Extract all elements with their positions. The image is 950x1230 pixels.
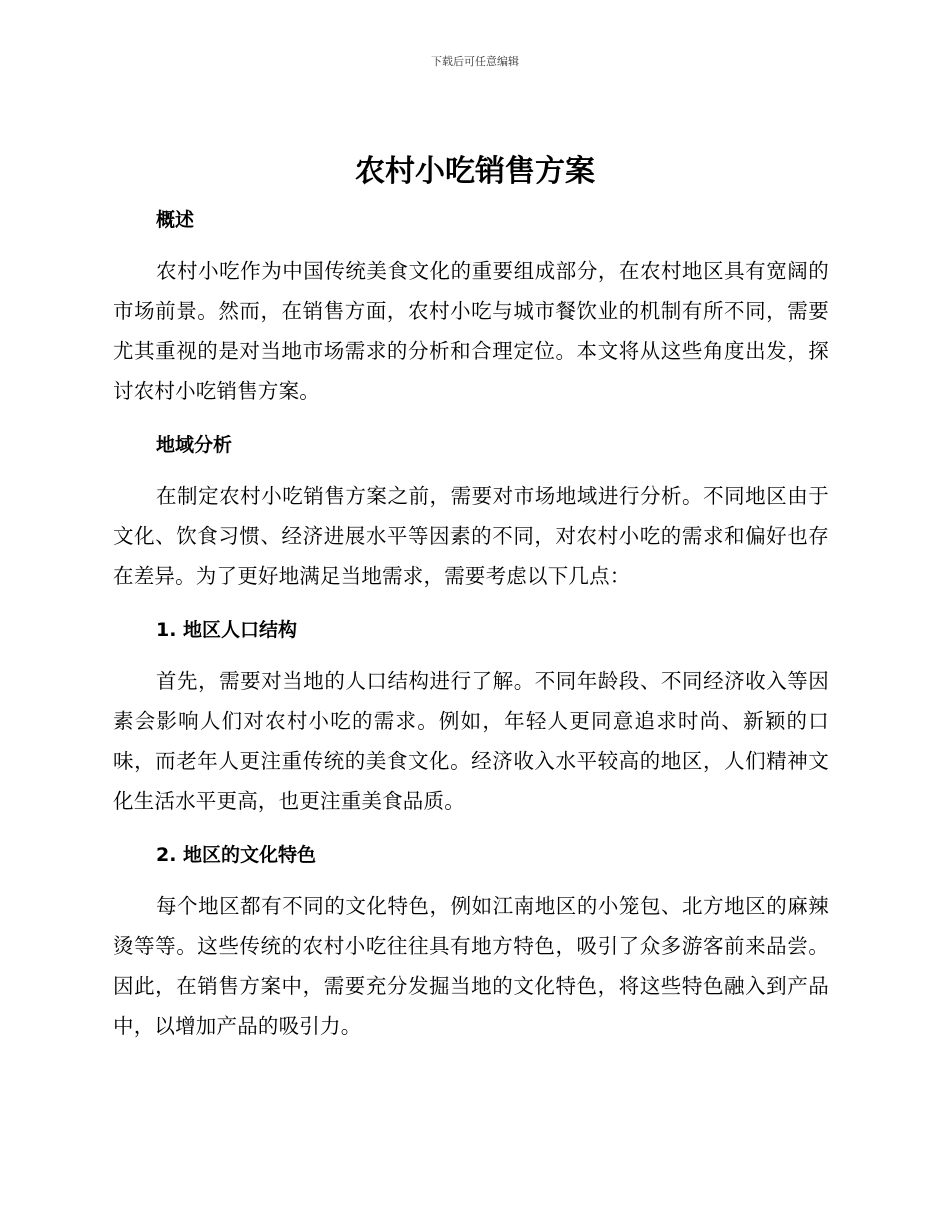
section-heading-population-structure: 1. 地区人口结构 xyxy=(156,619,298,641)
document-body xyxy=(113,200,829,1060)
section-regional-analysis xyxy=(113,425,829,596)
paragraph-overview: 农村小吃作为中国传统美食文化的重要组成部分，在农村地区具有宽阔的市场前景。然而，在销售方面，农村小吃与城市餐饮业的机制有所不同，需要尤其重视的是对当地市场需求的分析和合理定位。本文将从这些角度出发，探讨农村小吃销售方案。 xyxy=(113,259,829,403)
section-heading-regional-analysis: 地域分析 xyxy=(156,434,233,456)
paragraph-regional-analysis: 在制定农村小吃销售方案之前，需要对市场地域进行分析。不同地区由于文化、饮食习惯、经济进展水平等因素的不同，对农村小吃的需求和偏好也存在差异。为了更好地满足当地需求，需要考虑以下几点： xyxy=(113,484,829,588)
header-note: 下载后可任意编辑 xyxy=(431,55,519,68)
page-title: 农村小吃销售方案 xyxy=(355,154,595,189)
paragraph-cultural-features: 每个地区都有不同的文化特色，例如江南地区的小笼包、北方地区的麻辣烫等等。这些传统的农村小吃往往具有地方特色，吸引了众多游客前来品尝。因此，在销售方案中，需要充分发掘当地的文化特色，将这些特色融入到产品中，以增加产品的吸引力。 xyxy=(113,894,829,1038)
section-population-structure xyxy=(113,610,829,821)
section-heading-cultural-features: 2. 地区的文化特色 xyxy=(156,844,317,866)
section-heading-overview: 概述 xyxy=(156,209,195,231)
paragraph-population-structure: 首先，需要对当地的人口结构进行了解。不同年龄段、不同经济收入等因素会影响人们对农村小吃的需求。例如，年轻人更同意追求时尚、新颖的口味，而老年人更注重传统的美食文化。经济收入水平较高的地区，人们精神文化生活水平更高，也更注重美食品质。 xyxy=(113,669,829,813)
section-overview xyxy=(113,200,829,411)
section-cultural-features xyxy=(113,835,829,1046)
